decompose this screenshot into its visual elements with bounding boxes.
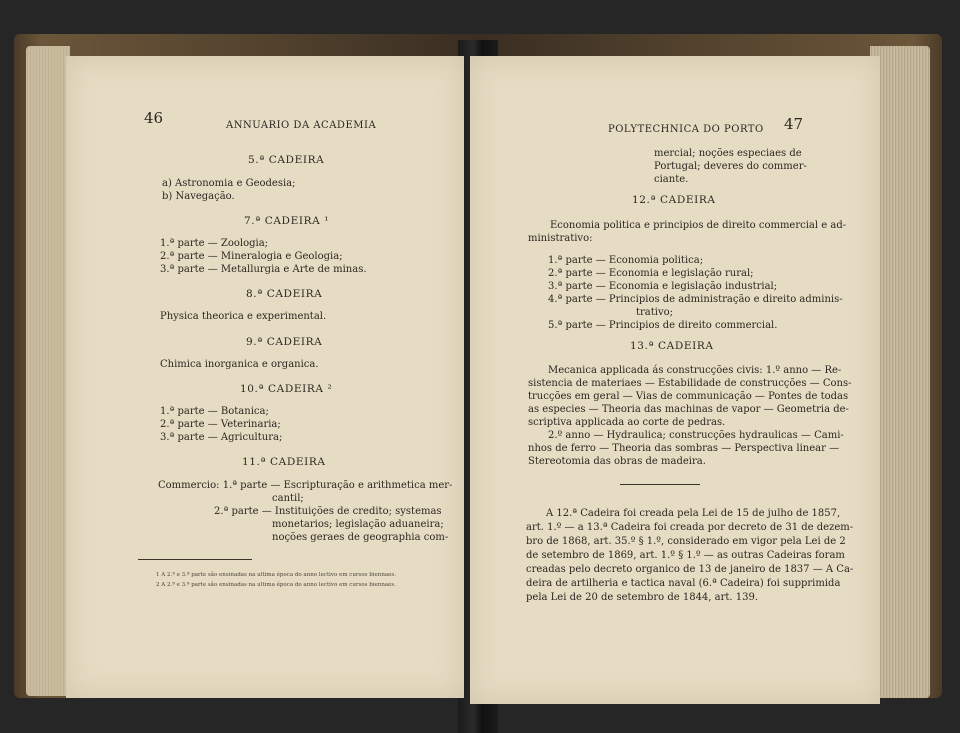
right-page	[470, 56, 880, 704]
text-line: 1.ª parte — Botanica;	[160, 406, 269, 417]
footnote: 1 A 2.ª e 3.ª parte são ensinadas na ultima época do anno lectivo em cursos biennaes.	[156, 572, 396, 578]
section-heading: 9.ª CADEIRA	[246, 336, 323, 348]
note-line: creadas pelo decreto organico de 13 de janeiro de 1837 — A Ca-	[526, 564, 854, 575]
text-line: 2.º anno — Hydraulica; construcções hydraulicas — Cami-	[548, 430, 844, 441]
footnote-rule	[138, 559, 252, 560]
text-line: nhos de ferro — Theoria das sombras — Perspectiva linear —	[528, 443, 840, 454]
text-line: a) Astronomia e Geodesia;	[162, 178, 296, 189]
section-heading: 10.ª CADEIRA ²	[240, 383, 333, 395]
page-number: 47	[784, 115, 804, 133]
section-heading: 11.ª CADEIRA	[242, 456, 326, 468]
text-line: trucções em geral — Vias de communicação — Pontes de todas	[528, 391, 849, 402]
text-line: 3.ª parte — Economia e legislação industrial;	[548, 281, 778, 292]
section-heading: 13.ª CADEIRA	[630, 340, 714, 352]
footnote: 2 A 2.ª e 3.ª parte são ensinadas na ultima época do anno lectivo em cursos biennaes.	[156, 582, 396, 588]
section-rule	[620, 484, 700, 485]
text-line: 3.ª parte — Agricultura;	[160, 432, 283, 443]
text-line: 4.ª parte — Principios de administração e direito adminis-	[548, 294, 843, 305]
note-line: de setembro de 1869, art. 1.º § 1.º — as outras Cadeiras foram	[526, 550, 845, 561]
text-line: Economia politica e principios de direito commercial e ad-	[550, 220, 847, 231]
text-line: 2.ª parte — Instituições de credito; systemas	[214, 506, 442, 517]
text-line: 2.ª parte — Veterinaria;	[160, 419, 281, 430]
text-line: b) Navegação.	[162, 191, 235, 202]
text-line: trativo;	[636, 307, 674, 318]
text-line: 1.ª parte — Economia politica;	[548, 255, 704, 266]
note-line: A 12.ª Cadeira foi creada pela Lei de 15 de julho de 1857,	[546, 508, 841, 519]
text-line: ciante.	[654, 174, 689, 185]
text-line: 3.ª parte — Metallurgia e Arte de minas.	[160, 264, 367, 275]
text-line: noções geraes de geographia com-	[272, 532, 449, 543]
section-heading: 7.ª CADEIRA ¹	[244, 215, 330, 227]
running-head: ANNUARIO DA ACADEMIA	[226, 120, 377, 131]
text-line: mercial; noções especiaes de	[654, 148, 802, 159]
page-number: 46	[144, 109, 164, 127]
section-heading: 12.ª CADEIRA	[632, 194, 716, 206]
running-head: POLYTECHNICA DO PORTO	[608, 124, 764, 135]
text-line: Stereotomia das obras de madeira.	[528, 456, 706, 467]
note-line: deira de artilheria e tactica naval (6.ª Cadeira) foi supprimida	[526, 578, 841, 589]
text-line: Chimica inorganica e organica.	[160, 359, 319, 370]
left-page-edges	[26, 46, 70, 696]
note-line: pela Lei de 20 de setembro de 1844, art. 139.	[526, 592, 759, 603]
note-line: art. 1.º — a 13.ª Cadeira foi creada por decreto de 31 de dezem-	[526, 522, 854, 533]
text-line: cantil;	[272, 493, 304, 504]
text-line: as especies — Theoria das machinas de vapor — Geometria de-	[528, 404, 849, 415]
text-line: scriptiva applicada ao corte de pedras.	[528, 417, 726, 428]
text-line: 2.ª parte — Economia e legislação rural;	[548, 268, 754, 279]
text-line: sistencia de materiaes — Estabilidade de construcções — Cons-	[528, 378, 852, 389]
text-line: Mecanica applicada ás construcções civis: 1.º anno — Re-	[548, 365, 842, 376]
text-line: 5.ª parte — Principios de direito commercial.	[548, 320, 778, 331]
section-heading: 5.ª CADEIRA	[248, 154, 325, 166]
text-line: 2.ª parte — Mineralogia e Geologia;	[160, 251, 343, 262]
text-line: Commercio: 1.ª parte — Escripturação e arithmetica mer-	[158, 480, 453, 491]
left-page	[66, 56, 464, 698]
text-line: Portugal; deveres do commer-	[654, 161, 807, 172]
text-line: 1.ª parte — Zoologia;	[160, 238, 269, 249]
note-line: bro de 1868, art. 35.º § 1.º, considerado em vigor pela Lei de 2	[526, 536, 846, 547]
text-line: monetarios; legislação aduaneira;	[272, 519, 444, 530]
section-heading: 8.ª CADEIRA	[246, 288, 323, 300]
text-line: ministrativo:	[528, 233, 593, 244]
text-line: Physica theorica e experimental.	[160, 311, 327, 322]
